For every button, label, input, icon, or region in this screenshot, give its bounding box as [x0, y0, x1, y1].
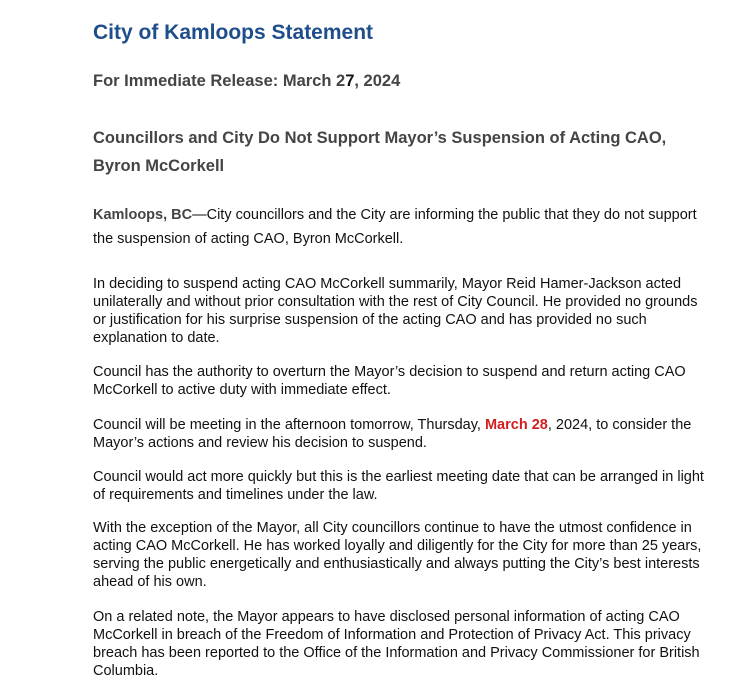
meeting-date-highlight: March 28 [484, 417, 548, 433]
intro-text: City councillors and the City are informing the public that they do not support the suspension of acting CAO, Byron McCorkell. [93, 207, 697, 247]
meeting-text-before: Council will be meeting in the afternoon tomorrow, Thursday, [93, 417, 485, 433]
release-date-line [93, 72, 400, 91]
meeting-text-after: , 2024, to consider the Mayor’s actions and review his decision to suspend. [93, 417, 692, 451]
dateline: Kamloops, BC [93, 207, 193, 223]
paragraph-authority: Council has the authority to overturn the Mayor’s decision to suspend and return acting CAO McCorkell to active duty with immediate effect. [93, 364, 686, 398]
intro-paragraph [93, 203, 703, 251]
release-date-digit: 7 [345, 72, 355, 90]
release-suffix: , 2024 [354, 72, 401, 90]
paragraph-meeting [93, 416, 708, 452]
document-title: City of Kamloops Statement [93, 21, 374, 44]
paragraph-timing: Council would act more quickly but this is the earliest meeting date that can be arranged in light of requirements and timelines under the law. [93, 469, 704, 503]
release-prefix: For Immediate Release: March 2 [93, 72, 346, 90]
dateline-dash: — [192, 207, 207, 223]
paragraph-privacy: On a related note, the Mayor appears to have disclosed personal information of acting CAO McCorkell in breach of the Freedom of Information and Protection of Privacy Act. This privacy breach has been reported to the Office of the Information and Privacy Commissioner for British Columbia. [93, 609, 700, 679]
paragraph-suspension: In deciding to suspend acting CAO McCorkell summarily, Mayor Reid Hamer-Jackson acted unilaterally and without prior consultation with the rest of City Council. He provided no grounds or justification for his surprise suspension of the acting CAO and has provided no such explanation to date. [93, 276, 698, 346]
paragraph-confidence: With the exception of the Mayor, all City councillors continue to have the utmost confidence in acting CAO McCorkell. He has worked loyally and diligently for the City for more than 25 years, serving the public energetically and enthusiastically and always putting the City’s best interests ahead of his own. [93, 520, 702, 590]
headline: Councillors and City Do Not Support Mayor’s Suspension of Acting CAO, Byron McCorkell [93, 129, 667, 175]
